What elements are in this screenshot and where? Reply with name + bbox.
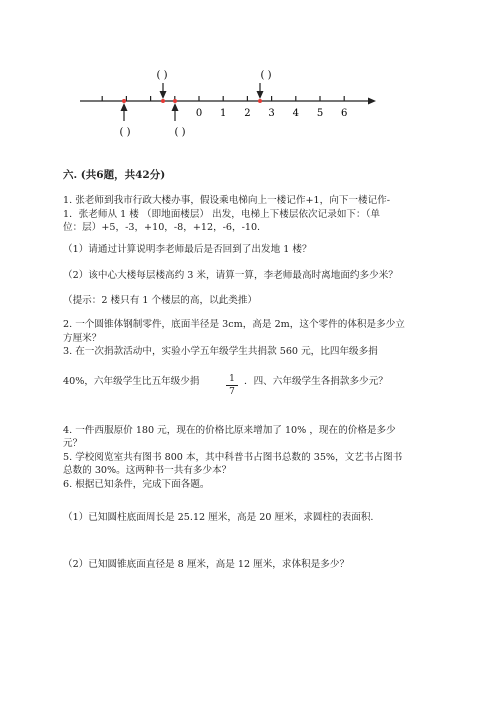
top-blank-1: ( ) (156, 70, 168, 81)
tick-label: 1 (220, 108, 227, 119)
q1-line1: 1. 张老师到我市行政大楼办事，假设乘电梯向上一楼记作+1，向下一楼记作- (63, 195, 390, 206)
q6-sub1: （1）已知圆柱底面周长是 25.12 厘米，高是 20 厘米，求圆柱的表面积. (63, 512, 374, 523)
point-marker (258, 99, 262, 103)
q3-line2a: 40%，六年级学生比五年级少捐 (63, 376, 200, 387)
q1-sub1: （1）请通过计算说明李老师最后是否回到了出发地 1 楼？ (63, 244, 312, 255)
q2-line1: 2. 一个圆锥体钢制零件，底面半径是 3cm，高是 2m，这个零件的体积是多少立 (63, 319, 405, 330)
top-blank-2: ( ) (260, 70, 272, 81)
top-arrow-2 (257, 83, 264, 99)
q1-hint: （提示：2 楼只有 1 个楼层的高，以此类推） (63, 295, 258, 306)
tick-label: 6 (341, 108, 348, 119)
bottom-blank-1: ( ) (119, 127, 131, 138)
tick-label: 5 (316, 108, 324, 119)
q5-line1: 5. 学校阅览室共有图书 800 本，其中科普书占图书总数的 35%，文艺书占图书 (63, 452, 403, 463)
q1-line2: 1．张老师从 1 楼 （即地面楼层） 出发，电梯上下楼层依次记录如下：（单 (63, 209, 381, 220)
number-line-ticks (102, 96, 344, 101)
section-title: 六. (共6题，共42分) (63, 169, 166, 181)
fraction-denominator: 7 (229, 387, 235, 397)
q4-line2: 元？ (63, 438, 83, 449)
top-arrow-1 (160, 83, 167, 99)
q3-line2b: ．四、六年级学生各捐款多少元？ (244, 376, 388, 387)
q4-line1: 4. 一件西服原价 180 元，现在的价格比原来增加了 10% ，现在的价格是多少 (63, 425, 396, 436)
bottom-arrow-2 (172, 103, 179, 121)
number-line-figure (0, 0, 500, 150)
q5-line2: 总数的 30%。这两种书一共有多少本？ (63, 465, 232, 476)
tick-label: 2 (244, 108, 251, 119)
tick-label: 0 (195, 108, 203, 119)
q1-line3: 位：层）+5，-3，+10，-8，+12，-6，-10. (63, 222, 261, 233)
tick-label: 3 (268, 108, 275, 119)
q2-line2: 方厘米？ (63, 333, 102, 344)
point-marker (173, 99, 177, 103)
fraction-numerator: 1 (229, 374, 235, 384)
tick-label: 4 (292, 108, 299, 119)
q6-line1: 6. 根据已知条件，完成下面各题。 (63, 479, 210, 490)
bottom-arrow-1 (121, 103, 128, 121)
point-marker (161, 99, 165, 103)
bottom-blank-2: ( ) (174, 127, 186, 138)
number-line-arrowhead (368, 98, 376, 105)
q3-line1: 3. 在一次捐款活动中，实验小学五年级学生共捐款 560 元，比四年级多捐 (63, 346, 378, 357)
q3-fraction (226, 374, 238, 397)
point-marker (122, 99, 126, 103)
q1-sub2: （2）该中心大楼每层楼高约 3 米，请算一算，李老师最高时离地面约多少米？ (63, 270, 398, 281)
number-line-tick-labels (196, 108, 348, 119)
q6-sub2: （2）已知圆锥底面直径是 8 厘米，高是 12 厘米，求体积是多少？ (63, 559, 350, 570)
